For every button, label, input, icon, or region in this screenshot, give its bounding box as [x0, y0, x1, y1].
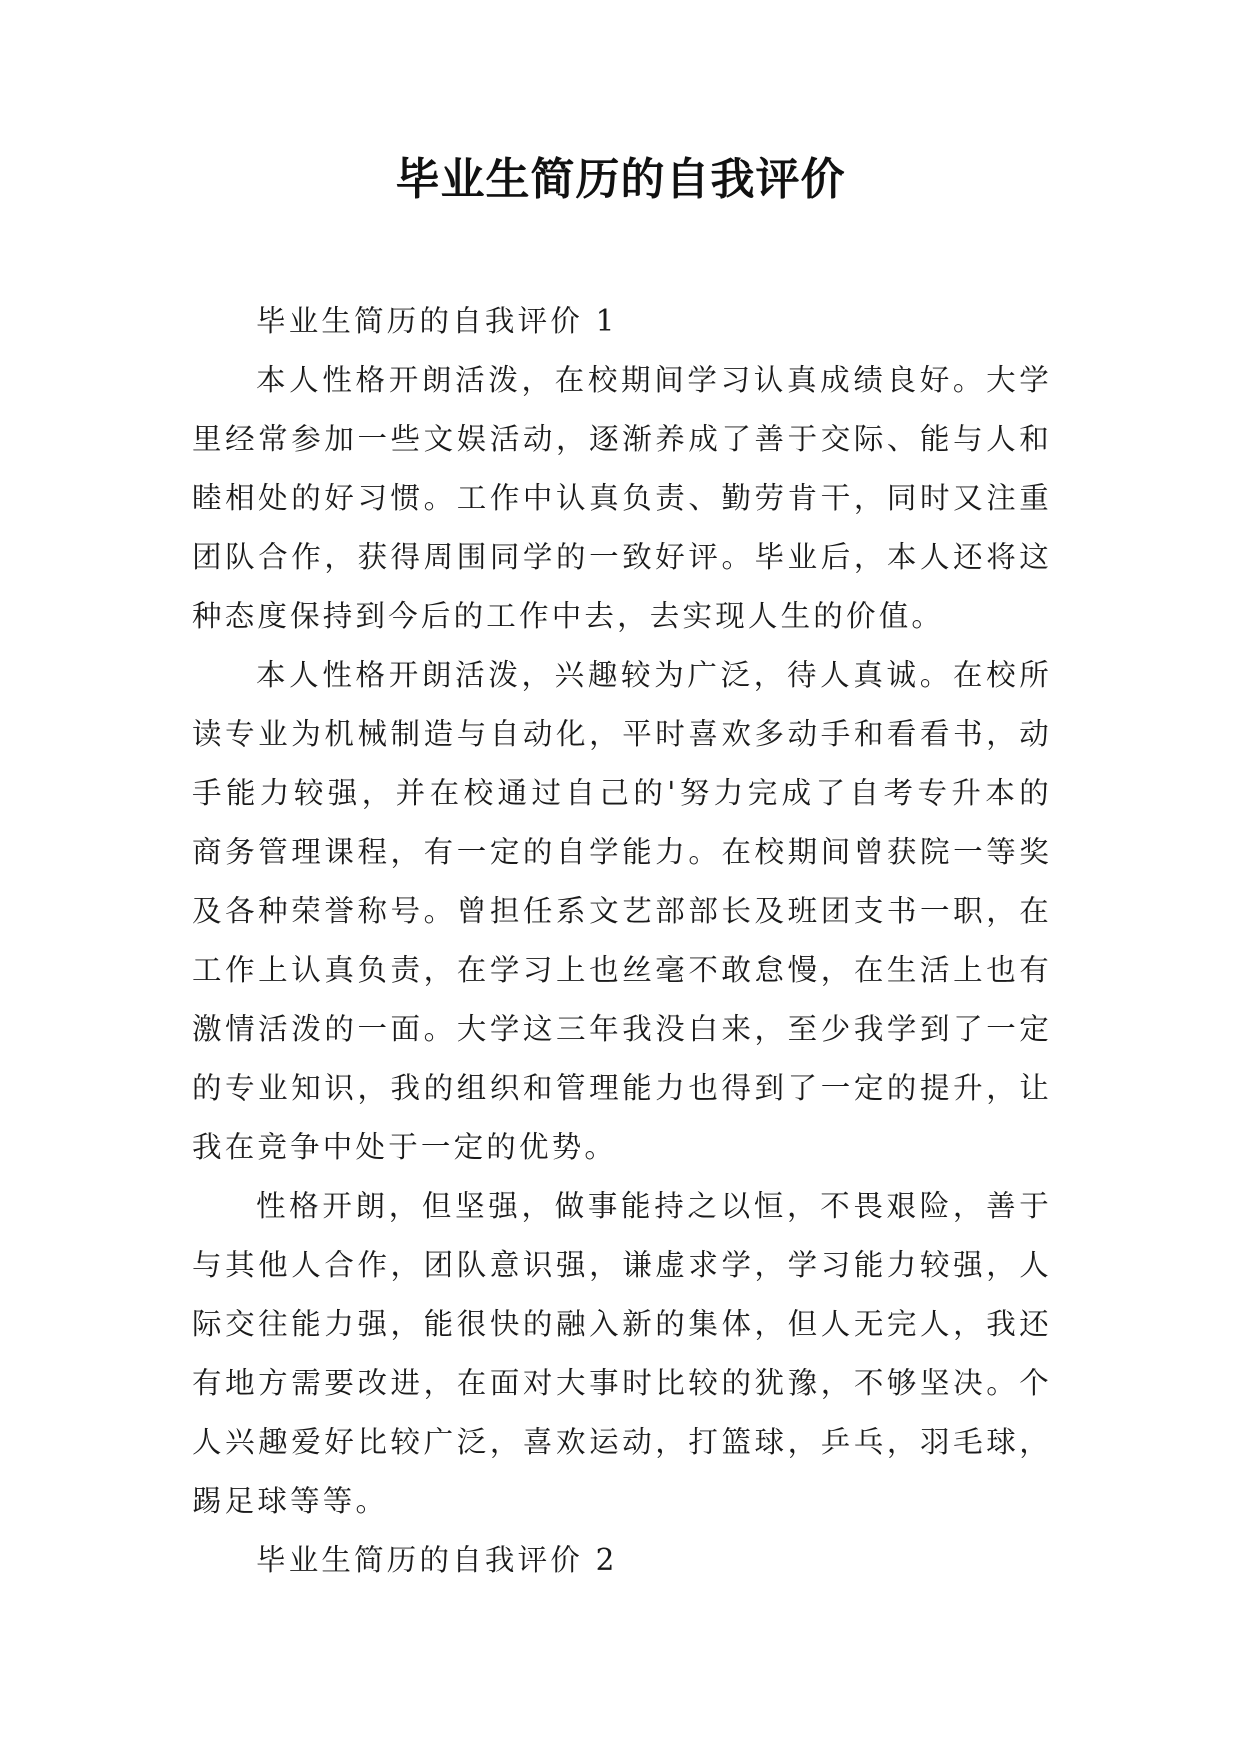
document-title: 毕业生简历的自我评价 — [395, 154, 846, 205]
paragraph-3: 性格开朗，但坚强，做事能持之以恒，不畏艰险，善于与其他人合作，团队意识强，谦虚求学，学习能力较强，人际交往能力强，能很快的融入新的集体，但人无完人，我还有地方需要改进，在面对大事时比较的犹豫，不够坚决。个人兴趣爱好比较广泛，喜欢运动，打篮球，乒乓，羽毛球，踢足球等等。 — [192, 1189, 1052, 1518]
document-body — [192, 292, 1052, 1590]
paragraph-2: 本人性格开朗活泼，兴趣较为广泛，待人真诚。在校所读专业为机械制造与自动化，平时喜欢多动手和看看书，动手能力较强，并在校通过自己的'努力完成了自考专升本的商务管理课程，有一定的自学能力。在校期间曾获院一等奖及各种荣誉称号。曾担任系文艺部部长及班团支书一职，在工作上认真负责，在学习上也丝毫不敢怠慢，在生活上也有激情活泼的一面。大学这三年我没白来，至少我学到了一定的专业知识，我的组织和管理能力也得到了一定的提升，让我在竞争中处于一定的优势。 — [192, 658, 1052, 1164]
section-heading-2: 毕业生简历的自我评价 2 — [256, 1543, 618, 1577]
section-heading-1: 毕业生简历的自我评价 1 — [256, 304, 618, 338]
paragraph-1: 本人性格开朗活泼，在校期间学习认真成绩良好。大学里经常参加一些文娱活动，逐渐养成了善于交际、能与人和睦相处的好习惯。工作中认真负责、勤劳肯干，同时又注重团队合作，获得周围同学的一致好评。毕业后，本人还将这种态度保持到今后的工作中去，去实现人生的价值。 — [192, 363, 1052, 633]
